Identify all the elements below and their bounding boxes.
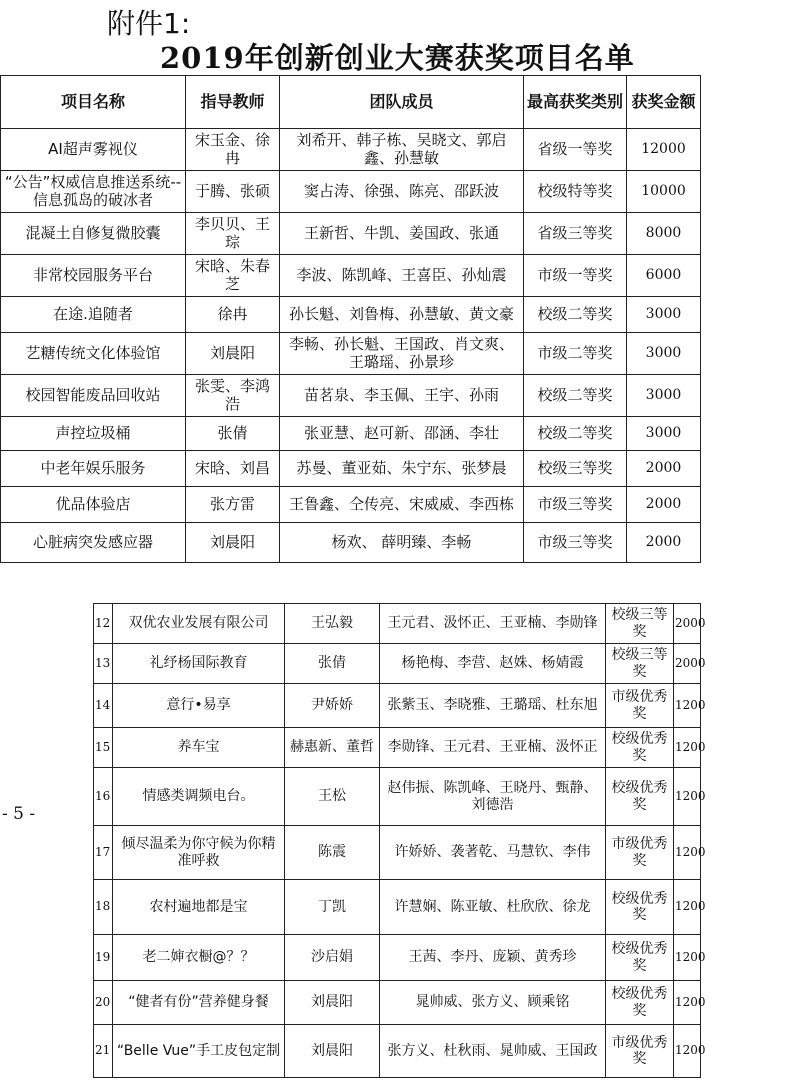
- cell-amount: 2000: [674, 644, 701, 684]
- cell-project-name: 礼纾杨国际教育: [113, 644, 285, 684]
- cell-award-level: 市级三等奖: [524, 487, 627, 523]
- cell-award-level: 省级三等奖: [524, 213, 627, 255]
- cell-award-level: 市级优秀奖: [606, 684, 674, 728]
- cell-advisor: 刘晨阳: [186, 333, 280, 375]
- cell-index: 12: [94, 604, 113, 644]
- cell-project-name: 非常校园服务平台: [1, 255, 186, 297]
- cell-amount: 1200: [674, 880, 701, 935]
- cell-members: 张亚慧、赵可新、邵涵、李壮: [280, 417, 524, 451]
- table-row: [94, 1025, 701, 1078]
- cell-project-name: “Belle Vue”手工皮包定制: [113, 1025, 285, 1078]
- cell-advisor: 赫惠新、董哲: [285, 728, 380, 768]
- cell-members: 李勋锋、王元君、王亚楠、汲怀正: [380, 728, 606, 768]
- cell-project-name: “公告”权威信息推送系统--信息孤岛的破冰者: [1, 171, 186, 213]
- cell-award-level: 校级二等奖: [524, 417, 627, 451]
- table-row: [94, 684, 701, 728]
- col-header-project: 项目名称: [1, 76, 186, 129]
- page-number: - 5 -: [2, 804, 36, 824]
- table-row: [1, 213, 701, 255]
- cell-award-level: 校级优秀奖: [606, 728, 674, 768]
- cell-project-name: 优品体验店: [1, 487, 186, 523]
- cell-project-name: 在途.追随者: [1, 297, 186, 333]
- cell-project-name: 艺糖传统文化体验馆: [1, 333, 186, 375]
- cell-amount: 2000: [627, 523, 701, 563]
- cell-amount: 1200: [674, 981, 701, 1025]
- cell-advisor: 尹娇娇: [285, 684, 380, 728]
- cell-project-name: 心脏病突发感应器: [1, 523, 186, 563]
- cell-members: 苏曼、董亚茹、朱宁东、张梦晨: [280, 451, 524, 487]
- cell-index: 17: [94, 826, 113, 880]
- cell-members: 晁帅威、张方义、顾乘铭: [380, 981, 606, 1025]
- cell-project-name: 混凝土自修复微胶囊: [1, 213, 186, 255]
- cell-project-name: 校园智能废品回收站: [1, 375, 186, 417]
- table-row: [94, 826, 701, 880]
- cell-amount: 1200: [674, 1025, 701, 1078]
- table-row: [1, 487, 701, 523]
- table-row: [94, 604, 701, 644]
- cell-members: 李畅、孙长魁、王国政、肖文爽、王璐瑶、孙景珍: [280, 333, 524, 375]
- cell-project-name: 意行•易享: [113, 684, 285, 728]
- cell-members: 赵伟振、陈凯峰、王晓丹、甄静、刘德浩: [380, 768, 606, 826]
- cell-index: 14: [94, 684, 113, 728]
- cell-index: 19: [94, 935, 113, 981]
- cell-award-level: 市级优秀奖: [606, 826, 674, 880]
- cell-members: 张方义、杜秋雨、晁帅威、王国政: [380, 1025, 606, 1078]
- cell-advisor: 刘晨阳: [285, 1025, 380, 1078]
- cell-award-level: 校级三等奖: [606, 644, 674, 684]
- cell-index: 18: [94, 880, 113, 935]
- cell-members: 李波、陈凯峰、王喜臣、孙灿震: [280, 255, 524, 297]
- cell-advisor: 丁凯: [285, 880, 380, 935]
- page-title: 2019年创新创业大赛获奖项目名单: [160, 41, 635, 75]
- cell-award-level: 市级三等奖: [524, 523, 627, 563]
- table-row: [94, 644, 701, 684]
- cell-project-name: 老二婶衣橱@？？: [113, 935, 285, 981]
- cell-members: 刘希开、韩子栋、吴晓文、郭启鑫、孙慧敏: [280, 129, 524, 171]
- cell-amount: 8000: [627, 213, 701, 255]
- attachment-label: 附件1:: [107, 7, 191, 40]
- table-row: [1, 297, 701, 333]
- cell-amount: 6000: [627, 255, 701, 297]
- cell-project-name: 农村遍地都是宝: [113, 880, 285, 935]
- cell-members: 苗茗泉、李玉佩、王宇、孙雨: [280, 375, 524, 417]
- cell-members: 许慧娴、陈亚敏、杜欣欣、徐龙: [380, 880, 606, 935]
- cell-project-name: 双优农业发展有限公司: [113, 604, 285, 644]
- cell-award-level: 校级优秀奖: [606, 768, 674, 826]
- table-row: [94, 880, 701, 935]
- table-row: [1, 129, 701, 171]
- table-row: [1, 417, 701, 451]
- cell-amount: 2000: [674, 604, 701, 644]
- cell-index: 15: [94, 728, 113, 768]
- cell-members: 杨艳梅、李营、赵姝、杨婧霞: [380, 644, 606, 684]
- table-row: [1, 375, 701, 417]
- cell-amount: 3000: [627, 333, 701, 375]
- cell-members: 孙长魁、刘鲁梅、孙慧敏、黄文豪: [280, 297, 524, 333]
- cell-award-level: 省级一等奖: [524, 129, 627, 171]
- col-header-award: 最高获奖类别: [524, 76, 627, 129]
- cell-advisor: 张倩: [285, 644, 380, 684]
- cell-members: 王元君、汲怀正、王亚楠、李勋锋: [380, 604, 606, 644]
- cell-advisor: 张方雷: [186, 487, 280, 523]
- cell-project-name: 倾尽温柔为你守候为你精准呼救: [113, 826, 285, 880]
- awards-table-1: [0, 75, 701, 563]
- cell-project-name: 情感类调频电台。: [113, 768, 285, 826]
- cell-award-level: 市级优秀奖: [606, 1025, 674, 1078]
- cell-members: 窦占涛、徐强、陈亮、邵跃波: [280, 171, 524, 213]
- cell-advisor: 王松: [285, 768, 380, 826]
- col-header-members: 团队成员: [280, 76, 524, 129]
- cell-advisor: 王弘毅: [285, 604, 380, 644]
- cell-award-level: 校级优秀奖: [606, 880, 674, 935]
- cell-amount: 12000: [627, 129, 701, 171]
- cell-index: 21: [94, 1025, 113, 1078]
- cell-advisor: 宋晗、朱春芝: [186, 255, 280, 297]
- cell-amount: 3000: [627, 375, 701, 417]
- cell-amount: 3000: [627, 417, 701, 451]
- awards-table-2: [93, 603, 706, 1078]
- cell-amount: 1200: [674, 768, 701, 826]
- cell-amount: 1200: [674, 826, 701, 880]
- cell-advisor: 徐冉: [186, 297, 280, 333]
- table-row: [94, 728, 701, 768]
- cell-advisor: 刘晨阳: [186, 523, 280, 563]
- cell-award-level: 校级二等奖: [524, 297, 627, 333]
- cell-amount: 2000: [627, 487, 701, 523]
- cell-advisor: 张倩: [186, 417, 280, 451]
- cell-project-name: 中老年娱乐服务: [1, 451, 186, 487]
- cell-amount: 1200: [674, 728, 701, 768]
- cell-amount: 10000: [627, 171, 701, 213]
- cell-project-name: 养车宝: [113, 728, 285, 768]
- cell-members: 许娇娇、袭著乾、马慧钦、李伟: [380, 826, 606, 880]
- table-row: [1, 333, 701, 375]
- cell-advisor: 于腾、张硕: [186, 171, 280, 213]
- cell-amount: 1200: [674, 684, 701, 728]
- cell-advisor: 李贝贝、王琮: [186, 213, 280, 255]
- cell-members: 张紫玉、李晓雅、王璐瑶、杜东旭: [380, 684, 606, 728]
- cell-index: 13: [94, 644, 113, 684]
- cell-advisor: 张雯、李鸿浩: [186, 375, 280, 417]
- cell-advisor: 陈震: [285, 826, 380, 880]
- cell-project-name: 声控垃圾桶: [1, 417, 186, 451]
- cell-award-level: 校级三等奖: [524, 451, 627, 487]
- cell-advisor: 沙启娟: [285, 935, 380, 981]
- cell-amount: 3000: [627, 297, 701, 333]
- cell-award-level: 校级三等奖: [606, 604, 674, 644]
- cell-members: 王茜、李丹、庞颖、黄秀珍: [380, 935, 606, 981]
- cell-members: 王鲁鑫、仝传亮、宋威威、李西栋: [280, 487, 524, 523]
- table-row: [94, 768, 701, 826]
- table-row: [1, 171, 701, 213]
- col-header-amount: 获奖金额: [627, 76, 701, 129]
- cell-advisor: 刘晨阳: [285, 981, 380, 1025]
- cell-index: 16: [94, 768, 113, 826]
- table-row: [94, 935, 701, 981]
- cell-project-name: “健者有份”营养健身餐: [113, 981, 285, 1025]
- table-row: [1, 255, 701, 297]
- cell-members: 杨欢、 薛明臻、李畅: [280, 523, 524, 563]
- cell-index: 20: [94, 981, 113, 1025]
- cell-members: 王新哲、牛凯、姜国政、张通: [280, 213, 524, 255]
- cell-award-level: 校级二等奖: [524, 375, 627, 417]
- cell-project-name: AI超声雾视仪: [1, 129, 186, 171]
- table-row: [1, 523, 701, 563]
- cell-award-level: 校级优秀奖: [606, 981, 674, 1025]
- cell-award-level: 市级一等奖: [524, 255, 627, 297]
- table-header-row: [1, 76, 701, 129]
- cell-amount: 1200: [674, 935, 701, 981]
- table-row: [94, 981, 701, 1025]
- cell-amount: 2000: [627, 451, 701, 487]
- cell-award-level: 校级优秀奖: [606, 935, 674, 981]
- cell-award-level: 市级二等奖: [524, 333, 627, 375]
- cell-award-level: 校级特等奖: [524, 171, 627, 213]
- cell-advisor: 宋玉金、徐冉: [186, 129, 280, 171]
- table-row: [1, 451, 701, 487]
- cell-advisor: 宋晗、刘昌: [186, 451, 280, 487]
- col-header-advisor: 指导教师: [186, 76, 280, 129]
